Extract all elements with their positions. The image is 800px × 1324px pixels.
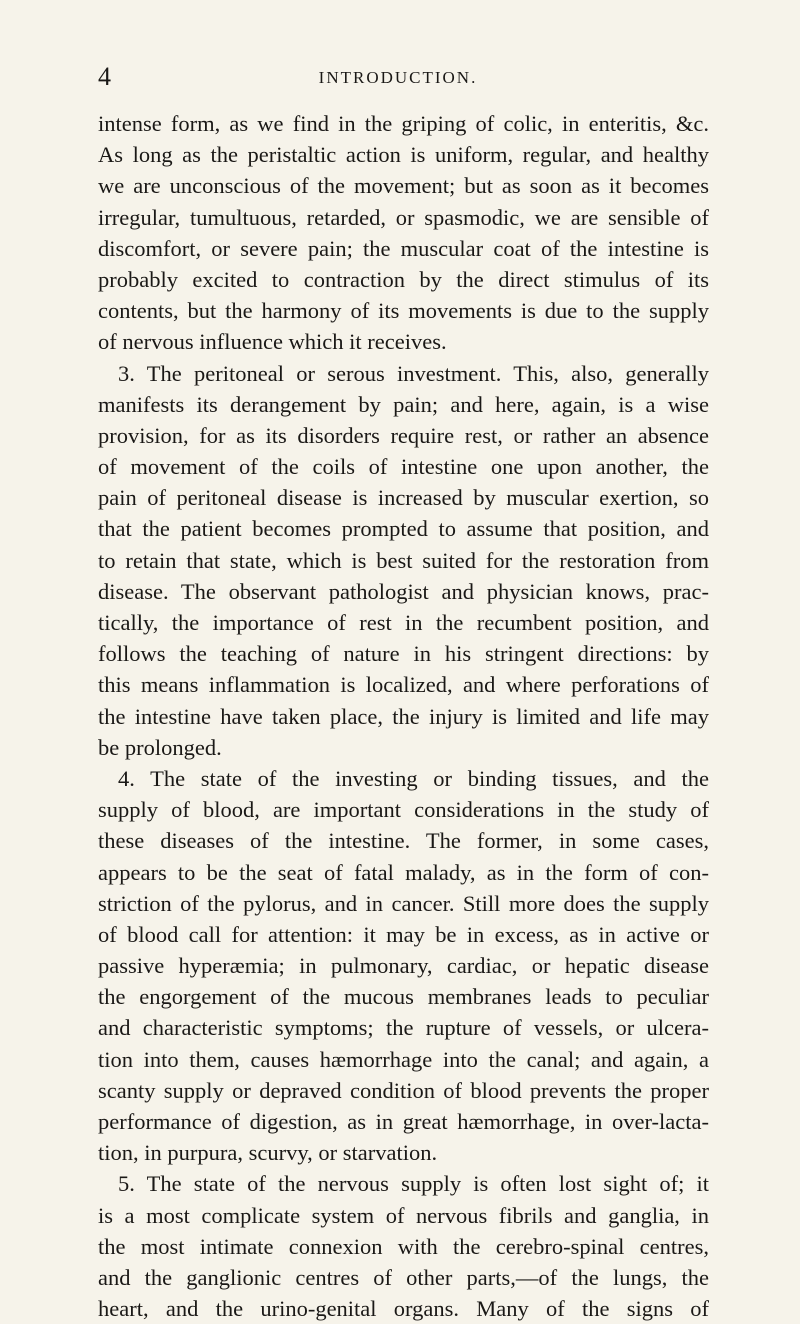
text-line: to retain that state, which is best suited for the restoration from <box>98 547 709 573</box>
text-line: As long as the peristaltic action is uniform, regular, and healthy <box>98 142 709 168</box>
text-line: irregular, tumultuous, retarded, or spasmodic, we are sensible of <box>98 204 709 230</box>
text-line: appears to be the seat of fatal malady, as in the form of con- <box>98 859 709 885</box>
text-line: discomfort, or severe pain; the muscular coat of the intestine is <box>98 235 709 261</box>
text-line: and characteristic symptoms; the rupture of vessels, or ulcera- <box>98 1015 709 1041</box>
page-number: 4 <box>98 62 111 91</box>
text-line: supply of blood, are important considerations in the study of <box>98 797 709 823</box>
running-head <box>98 62 698 92</box>
paragraph-start-line: 3. The peritoneal or serous investment. This, also, generally <box>118 360 709 386</box>
text-line: scanty supply or depraved condition of blood prevents the proper <box>98 1077 709 1103</box>
text-line: of blood call for attention: it may be in excess, as in active or <box>98 921 709 947</box>
text-line: performance of digestion, as in great hæmorrhage, in over-lacta- <box>98 1109 709 1134</box>
text-line: we are unconscious of the movement; but as soon as it becomes <box>98 173 709 199</box>
text-line: tion into them, causes hæmorrhage into the canal; and again, a <box>98 1046 709 1072</box>
text-line: these diseases of the intestine. The former, in some cases, <box>98 828 709 854</box>
paragraph-start-line: 5. The state of the nervous supply is often lost sight of; it <box>118 1171 709 1197</box>
text-line: striction of the pylorus, and in cancer. Still more does the supply <box>98 890 709 916</box>
text-line: contents, but the harmony of its movements is due to the supply <box>98 298 709 324</box>
text-line: provision, for as its disorders require rest, or rather an absence <box>98 422 709 448</box>
text-line: disease. The observant pathologist and physician knows, prac- <box>98 578 709 604</box>
body-text <box>98 108 709 1324</box>
text-line: pain of peritoneal disease is increased by muscular exertion, so <box>98 485 709 511</box>
text-line: of nervous influence which it receives. <box>98 329 447 355</box>
text-line: intense form, as we find in the griping of colic, in enteritis, &c. <box>98 111 709 136</box>
text-line: that the patient becomes prompted to assume that position, and <box>98 516 709 542</box>
text-line: passive hyperæmia; in pulmonary, cardiac, or hepatic disease <box>98 953 709 979</box>
text-line: this means inflammation is localized, and where perforations of <box>98 672 709 698</box>
running-head-title: INTRODUCTION. <box>318 68 478 87</box>
text-line: is a most complicate system of nervous fibrils and ganglia, in <box>98 1202 709 1228</box>
text-line: tically, the importance of rest in the recumbent position, and <box>98 610 709 635</box>
text-line: the most intimate connexion with the cerebro-spinal centres, <box>98 1233 709 1259</box>
text-line: the engorgement of the mucous membranes leads to peculiar <box>98 984 709 1010</box>
text-line: be prolonged. <box>98 734 222 760</box>
text-line: probably excited to contraction by the direct stimulus of its <box>98 266 709 292</box>
text-line: and the ganglionic centres of other parts,—of the lungs, the <box>98 1264 709 1290</box>
text-line: follows the teaching of nature in his stringent directions: by <box>98 641 709 667</box>
text-line: heart, and the urino-genital organs. Many of the signs of <box>98 1296 709 1322</box>
text-line: manifests its derangement by pain; and here, again, is a wise <box>98 391 709 417</box>
text-line: the intestine have taken place, the injury is limited and life may <box>98 703 709 729</box>
text-line: tion, in purpura, scurvy, or starvation. <box>98 1140 438 1166</box>
paragraph-start-line: 4. The state of the investing or binding tissues, and the <box>118 765 709 791</box>
text-line: of movement of the coils of intestine one upon another, the <box>98 454 709 480</box>
